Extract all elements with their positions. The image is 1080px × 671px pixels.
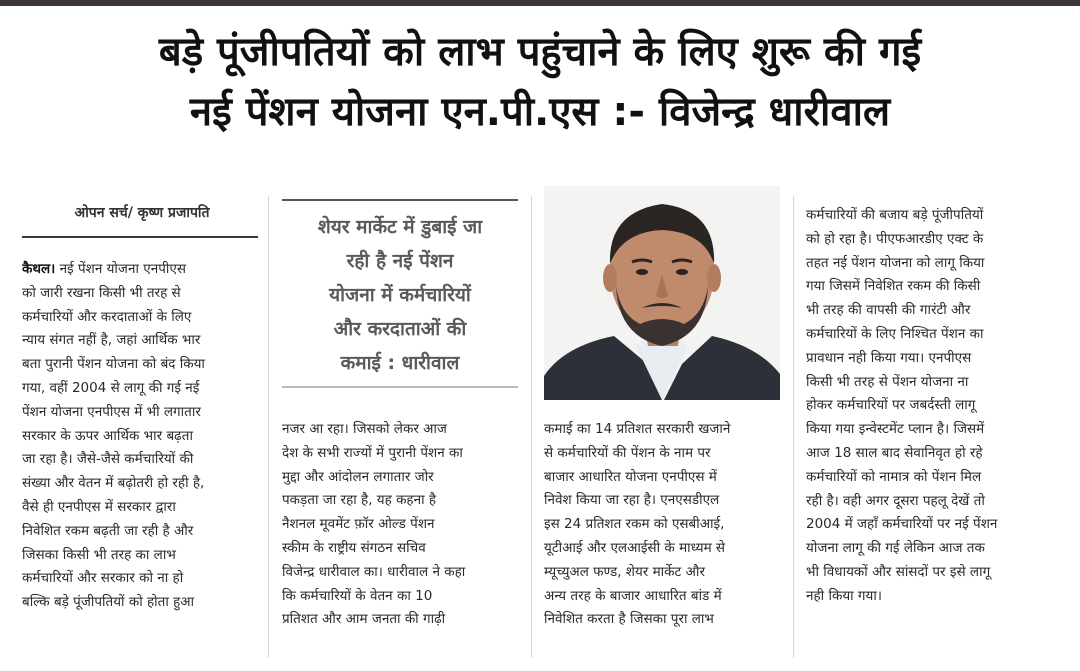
column-4-line: होकर कर्मचारियों पर जबर्दस्ती लागू <box>806 397 976 414</box>
column-2-line: नैशनल मूवमेंट फ़ॉर ओल्ड पेंशन <box>282 516 435 533</box>
column-1-line: पेंशन योजना एनपीएस में भी लगातार <box>22 403 201 420</box>
column-divider <box>268 196 269 658</box>
column-3-line: इस 24 प्रतिशत रकम को एसबीआई, <box>544 516 725 533</box>
pullquote-line: कमाई : धारीवाल <box>340 352 460 374</box>
headline <box>0 22 1080 142</box>
column-4-line: 2004 में जहाँ कर्मचारियों पर नई पेंशन <box>806 516 998 533</box>
column-1-line: न्याय संगत नहीं है, जहां आर्थिक भार <box>22 332 201 349</box>
column-1-line: सरकार के ऊपर आर्थिक भार बढ़ता <box>22 427 193 444</box>
top-border-strip <box>0 0 1080 6</box>
column-3-line: से कर्मचारियों की पेंशन के नाम पर <box>544 444 711 461</box>
dateline: कैथल। <box>22 261 56 277</box>
column-4-line: कर्मचारियों को नामात्र को पेंशन मिल <box>806 468 982 485</box>
pullquote-line: और करदाताओं की <box>333 318 467 340</box>
column-2-line: मुद्दा और आंदोलन लगातार जोर <box>282 468 434 485</box>
column-3-line: बाजार आधारित योजना एनपीएस में <box>544 468 717 485</box>
column-1-line: संख्या और वेतन में बढ़ोतरी हो रही है, <box>22 475 205 492</box>
column-1-line: बल्कि बड़े पूंजीपतियों को होता हुआ <box>22 594 195 611</box>
column-2-line: कि कर्मचारियों के वेतन का 10 <box>282 587 433 604</box>
column-3-line: यूटीआई और एलआईसी के माध्यम से <box>544 539 726 556</box>
column-1-line: वैसे ही एनपीएस में सरकार द्वारा <box>22 498 176 515</box>
column-1-line: कर्मचारियों और करदाताओं के लिए <box>22 308 192 325</box>
article-column-1 <box>22 258 258 615</box>
column-3-line: निवेशित करता है जिसका पूरा लाभ <box>544 611 714 628</box>
column-1-line: जा रहा है। जैसे-जैसे कर्मचारियों की <box>22 451 194 468</box>
column-4-line: किसी भी तरह से पेंशन योजना ना <box>806 373 969 390</box>
pullquote-line: शेयर मार्केट में डुबाई जा <box>317 216 483 238</box>
byline: ओपन सर्च/ कृष्ण प्रजापति <box>74 205 210 221</box>
column-1-line: कर्मचारियों और सरकार को ना हो <box>22 570 184 587</box>
column-4-line: भी तरह की वापसी की गारंटी और <box>806 302 971 319</box>
pullquote-line: योजना में कर्मचारियों <box>329 284 471 306</box>
column-4-line: तहत नई पेंशन योजना को लागू किया <box>806 254 985 271</box>
column-1-line: को जारी रखना किसी भी तरह से <box>22 284 181 301</box>
column-1-line: कैथल। नई पेंशन योजना एनपीएस <box>22 261 186 277</box>
column-4-line: नही किया गया। <box>806 587 882 604</box>
column-3-line: अन्य तरह के बाजार आधारित बांड में <box>544 587 722 604</box>
headline-line-2: नई पेंशन योजना एन.पी.एस :- विजेन्द्र धारीवाल <box>189 89 891 135</box>
column-4-line: रही है। वही अगर दूसरा पहलू देखें तो <box>806 492 985 509</box>
column-4-line: को हो रहा है। पीएफआरडीए एक्ट के <box>806 230 984 247</box>
column-4-line: कर्मचारियों के लिए निश्चित पेंशन का <box>806 325 984 342</box>
column-1-line: जिसका किसी भी तरह का लाभ <box>22 546 176 563</box>
column-2-line: देश के सभी राज्यों में पुरानी पेंशन का <box>282 444 463 461</box>
portrait-photo <box>544 186 780 400</box>
pullquote <box>282 210 518 380</box>
column-4-line: कर्मचारियों की बजाय बड़े पूंजीपतियों <box>806 207 984 223</box>
column-1-line: गया, वहीं 2004 से लागू की गई नई <box>22 379 200 396</box>
column-2-line: प्रतिशत और आम जनता की गाढ़ी <box>282 611 446 628</box>
column-1-line: निवेशित रकम बढ़ती जा रही है और <box>22 522 194 539</box>
column-4-line: प्रावधान नही किया गया। एनपीएस <box>806 349 972 366</box>
byline-divider <box>22 236 258 238</box>
article-column-4 <box>806 204 1042 609</box>
column-2-line: पकड़ता जा रहा है, यह कहना है <box>282 492 437 509</box>
column-divider <box>793 196 794 658</box>
column-4-line: किया गया इन्वेस्टमेंट प्लान है। जिसमें <box>806 421 985 438</box>
article-column-2 <box>282 418 518 632</box>
column-divider <box>531 196 532 658</box>
column-1-line: बता पुरानी पेंशन योजना को बंद किया <box>22 356 205 373</box>
column-4-line: योजना लागू की गई लेकिन आज तक <box>806 540 985 557</box>
article-column-3 <box>544 418 780 632</box>
column-4-line: गया जिसमें निवेशित रकम की किसी <box>806 278 981 295</box>
column-2-line: विजेन्द्र धारीवाल का। धारीवाल ने कहा <box>282 563 466 580</box>
column-3-line: निवेश किया जा रहा है। एनएसडीएल <box>544 492 720 509</box>
column-3-line: म्यूच्युअल फण्ड, शेयर मार्केट और <box>544 563 705 580</box>
pullquote-top-rule <box>282 199 518 201</box>
headline-line-1: बड़े पूंजीपतियों को लाभ पहुंचाने के लिए शुरू की गई <box>158 29 922 75</box>
column-2-line: स्कीम के राष्ट्रीय संगठन सचिव <box>282 539 426 556</box>
column-3-line: कमाई का 14 प्रतिशत सरकारी खजाने <box>544 421 731 437</box>
pullquote-line: रही है नई पेंशन <box>346 250 454 272</box>
portrait-illustration <box>544 186 780 400</box>
column-2-line: नजर आ रहा। जिसको लेकर आज <box>282 421 447 437</box>
column-4-line: भी विधायकों और सांसदों पर इसे लागू <box>806 563 991 580</box>
column-4-line: आज 18 साल बाद सेवानिवृत हो रहे <box>806 444 983 461</box>
